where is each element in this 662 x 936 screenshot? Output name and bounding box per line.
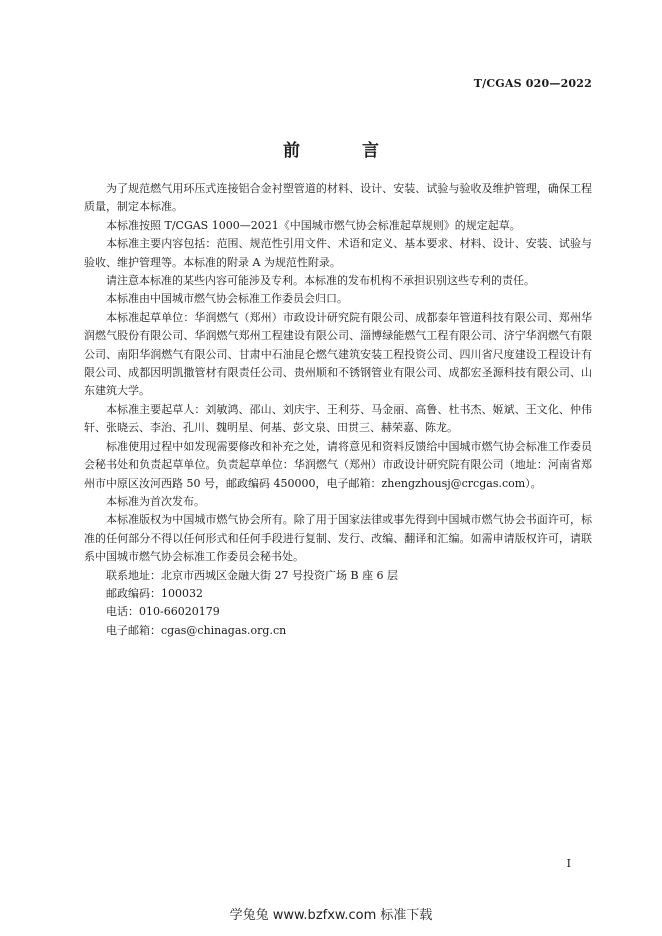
paragraph-administration: 本标准由中国城市燃气协会标准工作委员会归口。	[106, 292, 348, 306]
contact-address: 联系地址：北京市西城区金融大街 27 号投资广场 B 座 6 层	[106, 568, 399, 582]
contact-postcode: 邮政编码：100032	[106, 586, 203, 600]
contact-email: 电子邮箱：cgas@chinagas.org.cn	[106, 623, 287, 637]
paragraph-feedback: 标准使用过程中如发现需要修改和补充之处，请将意见和资料反馈给中国城市燃气协会标准工作委员会秘书处和负责起草单位。负责起草单位：华润燃气（郑州）市政设计研究院有限公司（地址：河南省郑州市中原区汝河西路 50 号，邮政编码 450000，电子邮箱：zhengzhousj@crcgas.com）。	[84, 439, 592, 490]
page-number: I	[566, 857, 571, 870]
download-watermark: 学兔兔 www.bzfxw.com 标准下载	[229, 908, 433, 923]
paragraph-scope: 本标准主要内容包括：范围、规范性引用文件、术语和定义、基本要求、材料、设计、安装、试验与验收、维护管理等。本标准的附录 A 为规范性附录。	[84, 237, 592, 269]
contact-phone: 电话：010-66020179	[106, 605, 220, 619]
paragraph-patent-notice: 请注意本标准的某些内容可能涉及专利。本标准的发布机构不承担识别这些专利的责任。	[106, 274, 535, 288]
paragraph-drafting-rules: 本标准按照 T/CGAS 1000—2021《中国城市燃气协会标准起草规则》的规定起草。	[106, 218, 521, 232]
paragraph-first-release: 本标准为首次发布。	[106, 494, 205, 508]
page-title: 前 言	[283, 141, 407, 161]
paragraph-purpose: 为了规范燃气用环压式连接铝合金衬塑管道的材料、设计、安装、试验与验收及维护管理，确保工程质量，制定本标准。	[84, 182, 592, 214]
paragraph-copyright: 本标准版权为中国城市燃气协会所有。除了用于国家法律或事先得到中国城市燃气协会书面许可，标准的任何部分不得以任何形式和任何手段进行复制、发行、改编、翻译和汇编。如需申请版权许可，请联系中国城市燃气协会标准工作委员会秘书处。	[84, 513, 592, 564]
foreword-body	[84, 180, 592, 640]
contact-info	[84, 567, 592, 641]
standard-number: T/CGAS 020—2022	[473, 77, 592, 90]
paragraph-drafters: 本标准主要起草人：刘敏鸿、邵山、刘庆宇、王利芬、马金丽、高鲁、杜书杰、姬斌、王文化、仲伟轩、张晓云、李治、孔川、魏明星、何基、彭文泉、田贯三、赫荣嘉、陈龙。	[84, 402, 592, 435]
paragraph-drafting-units: 本标准起草单位：华润燃气（郑州）市政设计研究院有限公司、成都泰年管道科技有限公司、郑州华润燃气股份有限公司、华润燃气郑州工程建设有限公司、淄博绿能燃气工程有限公司、济宁华润燃气有限公司、南阳华润燃气有限公司、甘肃中石油昆仑燃气建筑安装工程投资公司、四川省尺度建设工程设计有限公司、成都因明凯撒管材有限责任公司、贵州顺和不锈钢管业有限公司、成都宏圣源科技有限公司、山东建筑大学。	[84, 310, 592, 398]
